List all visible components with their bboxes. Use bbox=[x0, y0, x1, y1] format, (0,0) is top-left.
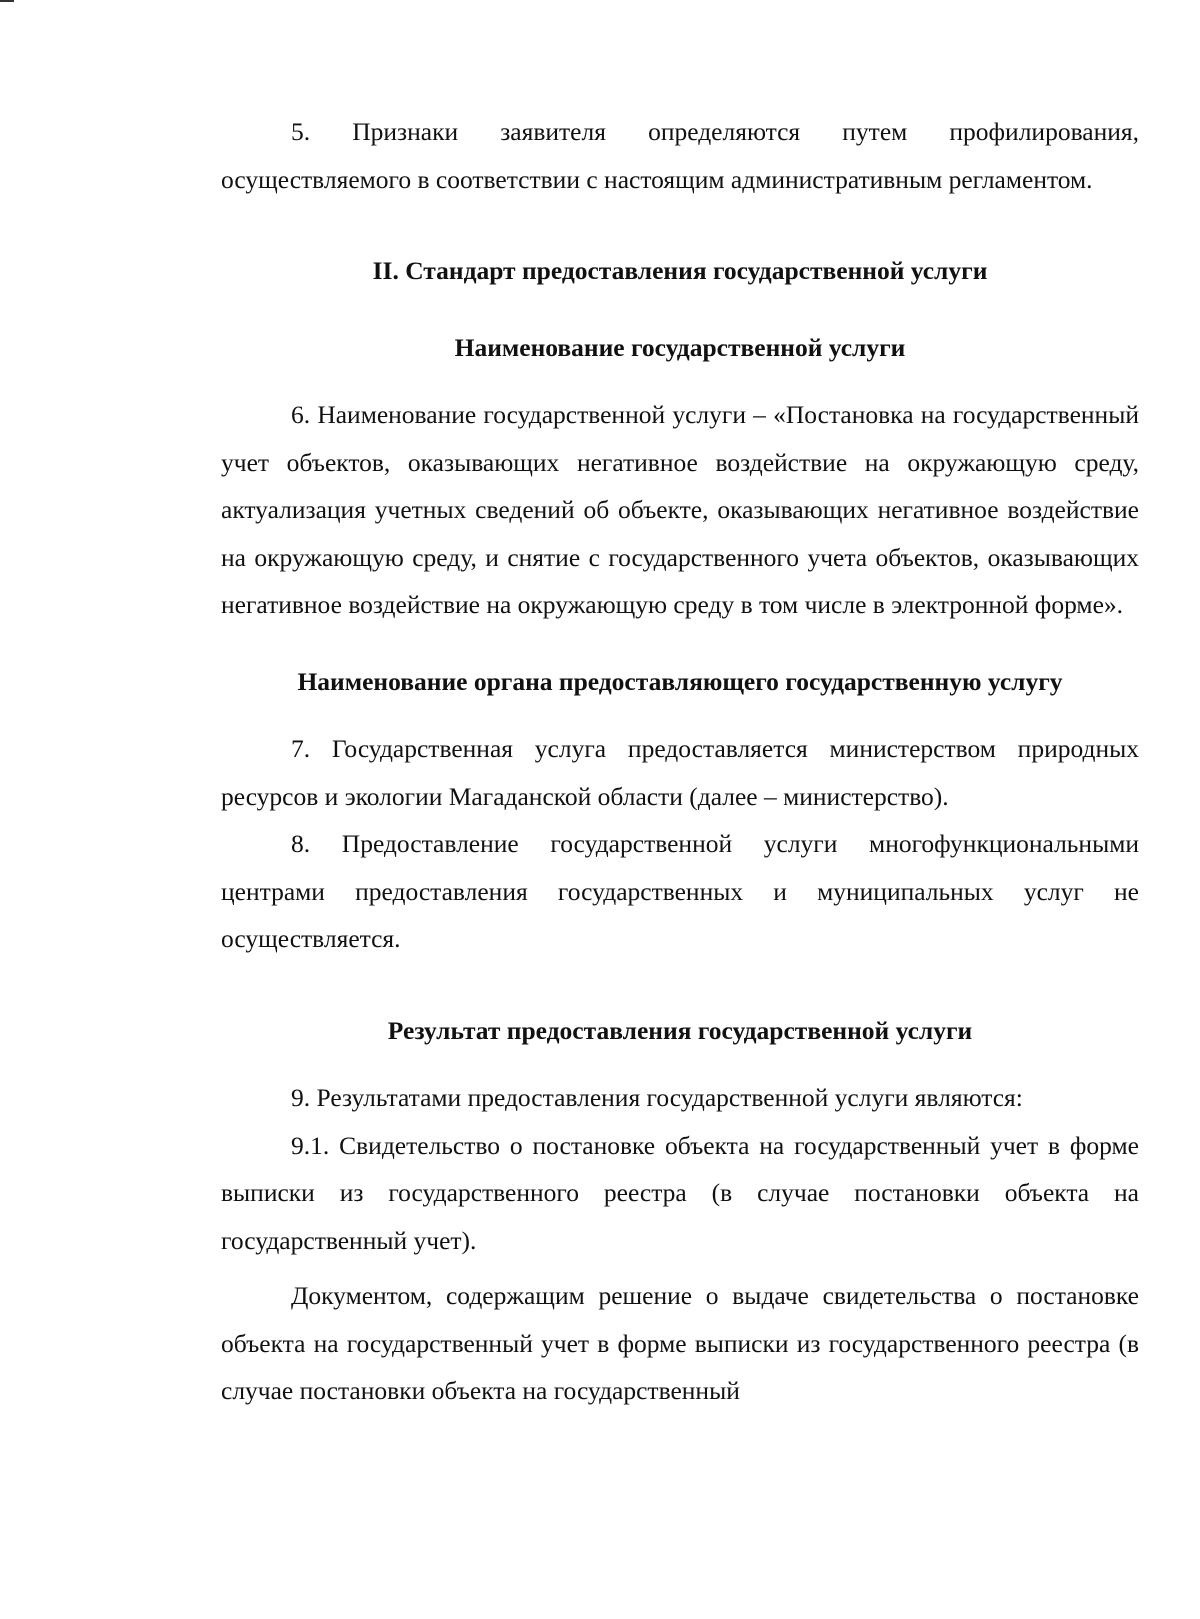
section-heading-standard: II. Стандарт предоставления государственной услуги bbox=[372, 256, 988, 285]
paragraph-8: 8. Предоставление государственной услуги многофункциональными центрами предоставления государственных и муниципальных услуг не осуществляется. bbox=[221, 829, 1139, 953]
scan-edge-mark bbox=[0, 0, 14, 2]
paragraph-5: 5. Признаки заявителя определяются путем профилирования, осуществляемого в соответствии с настоящим административным регламентом. bbox=[221, 117, 1139, 194]
paragraph-9-1: 9.1. Свидетельство о постановке объекта на государственный учет в форме выписки из государственного реестра (в случае постановки объекта на государственный учет). bbox=[221, 1130, 1139, 1255]
paragraph-document-decision: Документом, содержащим решение о выдаче свидетельства о постановке объекта на государственный учет в форме выписки из государственного реестра (в случае постановки объекта на государственный bbox=[221, 1281, 1139, 1405]
subheading-service-name: Наименование государственной услуги bbox=[454, 332, 906, 362]
subheading-result: Результат предоставления государственной услуги bbox=[387, 1015, 973, 1045]
paragraph-9: 9. Результатами предоставления государственной услуги являются: bbox=[291, 1083, 1023, 1112]
paragraph-6: 6. Наименование государственной услуги – «Постановка на государственный учет объектов, оказывающих негативное воздействие на окружающую среду, актуализация учетных сведений об объекте, оказывающих негативное воздействие на окружающую среду, и снятие с государственного учета объектов, оказывающих негативное воздействие на окружающую среду в том числе в электронной форме». bbox=[221, 400, 1139, 619]
paragraph-7: 7. Государственная услуга предоставляется министерством природных ресурсов и экологии Магаданской области (далее – министерство). bbox=[221, 734, 1139, 811]
document-body bbox=[221, 108, 1139, 1415]
subheading-authority-name: Наименование органа предоставляющего государственную услугу bbox=[297, 666, 1063, 696]
